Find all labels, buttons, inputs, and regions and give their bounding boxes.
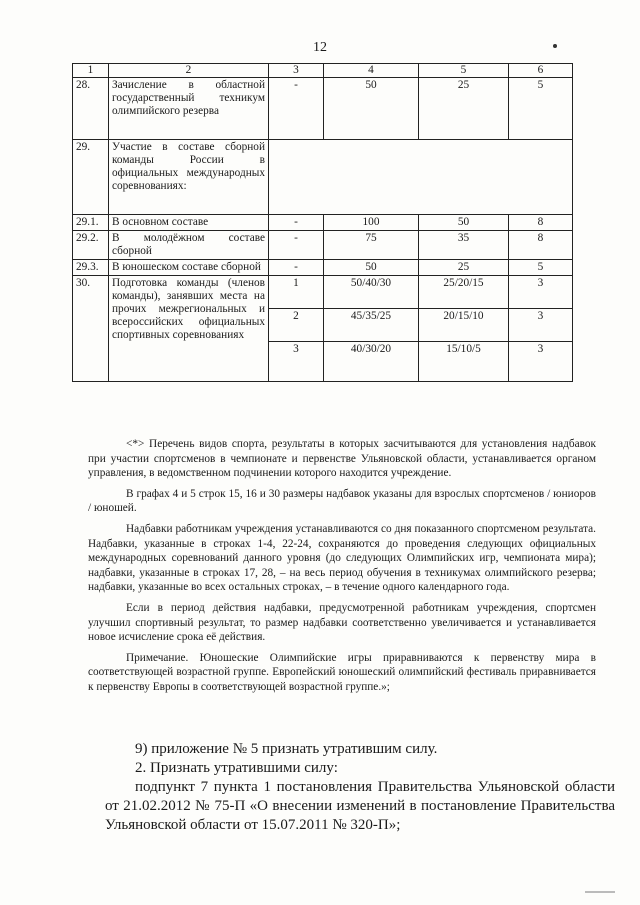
note-paragraph: В графах 4 и 5 строк 15, 16 и 30 размеры надбавок указаны для взрослых спортсменов / юниоров / юношей. (88, 487, 596, 515)
table-row (73, 260, 573, 276)
row-name: В основном составе (109, 215, 269, 231)
note-paragraph: Если в период действия надбавки, предусмотренной работникам учреждения, спортсмен улучшил спортивный результат, то размер надбавки соответственно увеличивается и устанавливается новое исчисление срока её действия. (88, 601, 596, 644)
cell-c4: 50/40/30 (324, 276, 419, 309)
row-name: Зачисление в областной государственный техникум олимпийского резерва (109, 78, 269, 140)
cell-c5: 25 (419, 260, 509, 276)
header-cell: 5 (419, 64, 509, 78)
cell-c4: 50 (324, 78, 419, 140)
notes-block (88, 437, 596, 701)
cell-c3: - (269, 260, 324, 276)
cell-c6: 5 (509, 260, 573, 276)
row-number: 29.3. (73, 260, 109, 276)
table-header-row (73, 64, 573, 78)
note-paragraph: <*> Перечень видов спорта, результаты в которых засчитываются для установления надбавок при участии спортсменов в чемпионате и первенстве Ульяновской области, устанавливается органом управления, в ведомственном подчинении которого находится учреждение. (88, 438, 596, 480)
cell-c5: 35 (419, 231, 509, 260)
header-cell: 4 (324, 64, 419, 78)
header-cell: 6 (509, 64, 573, 78)
cell-c3: - (269, 231, 324, 260)
cell-c3: - (269, 215, 324, 231)
header-cell: 2 (109, 64, 269, 78)
cell-c3: 3 (269, 342, 324, 382)
cell-c5: 25 (419, 78, 509, 140)
cell-c4: 40/30/20 (324, 342, 419, 382)
table-row (73, 231, 573, 260)
cell-c3: - (269, 78, 324, 140)
cell-c5: 15/10/5 (419, 342, 509, 382)
header-cell: 3 (269, 64, 324, 78)
cell-c4: 45/35/25 (324, 309, 419, 342)
row-number: 29. (73, 140, 109, 215)
header-cell: 1 (73, 64, 109, 78)
cell-c4: 100 (324, 215, 419, 231)
table-row (73, 78, 573, 140)
cell-c4: 75 (324, 231, 419, 260)
table-row (73, 140, 573, 215)
cell-c6: 5 (509, 78, 573, 140)
allowance-table (72, 63, 573, 382)
main-paragraph: 9) приложение № 5 признать утратившим силу. (135, 741, 438, 757)
main-paragraph: подпункт 7 пункта 1 постановления Правительства Ульяновской области от 21.02.2012 № 75-П «О внесении изменений в постановление Правительства Ульяновской области от 15.07.2011 № 320-П»; (105, 779, 615, 833)
main-text-block (105, 740, 615, 835)
scan-mark (553, 44, 557, 48)
cell-c6: 8 (509, 231, 573, 260)
row-name: В юношеском составе сборной (109, 260, 269, 276)
row-name: Подготовка команды (членов команды), занявших места на прочих межрегиональных и всероссийских официальных спортивных соревнованиях (109, 276, 269, 382)
row-name: Участие в составе сборной команды России в официальных международных соревнованиях: (109, 140, 269, 215)
main-paragraph: 2. Признать утратившими силу: (135, 760, 338, 776)
cell-c6: 3 (509, 276, 573, 309)
cell-c6: 8 (509, 215, 573, 231)
cell-c3: 2 (269, 309, 324, 342)
cell-c4: 50 (324, 260, 419, 276)
note-paragraph: Надбавки работникам учреждения устанавливаются со дня показанного спортсменом результата. Надбавки, указанные в строках 1-4, 22-24, сохраняются до проведения следующих официальных международных соревнований данного уровня (до следующих Олимпийских игр, чемпионата мира); надбавки, указанные в строках 17, 28, – на весь период обучения в техникумах олимпийского резерва; надбавки, указанные во всех остальных строках, – в течение одного календарного года. (88, 522, 596, 594)
row-number: 29.2. (73, 231, 109, 260)
cell-c6: 3 (509, 309, 573, 342)
row-number: 29.1. (73, 215, 109, 231)
empty-span-cell (269, 140, 573, 215)
row-number: 28. (73, 78, 109, 140)
cell-c3: 1 (269, 276, 324, 309)
page-number: 12 (313, 40, 327, 55)
row-number: 30. (73, 276, 109, 382)
cell-c5: 50 (419, 215, 509, 231)
table-row (73, 215, 573, 231)
table-row (73, 276, 573, 309)
cell-c6: 3 (509, 342, 573, 382)
row-name: В молодёжном составе сборной (109, 231, 269, 260)
note-paragraph: Примечание. Юношеские Олимпийские игры приравниваются к первенству мира в соответствующей возрастной группе. Европейский юношеский олимпийский фестиваль приравнивается к первенству Европы в соответствующей возрастной группе.»; (88, 651, 596, 693)
cell-c5: 25/20/15 (419, 276, 509, 309)
cell-c5: 20/15/10 (419, 309, 509, 342)
scan-artifact (585, 891, 615, 893)
